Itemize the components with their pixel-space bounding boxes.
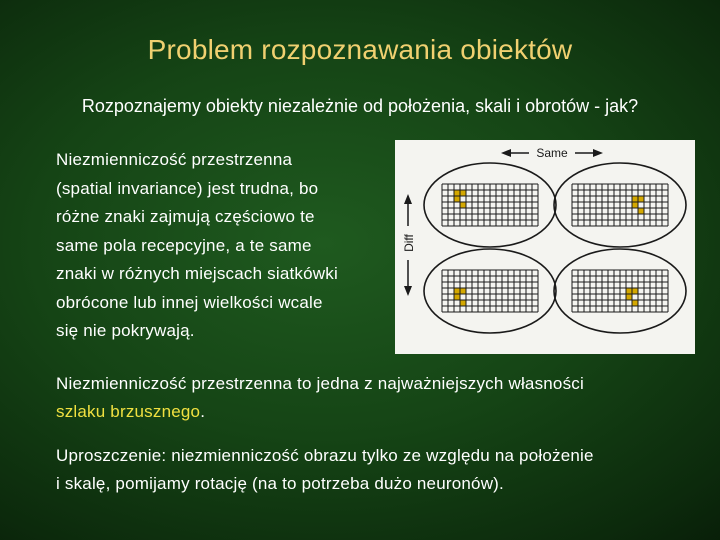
active-unit [460, 300, 466, 306]
receptive-field-figure [395, 140, 695, 354]
active-unit [454, 196, 460, 202]
paragraph-line: (spatial invariance) jest trudna, bo [56, 178, 319, 198]
paragraph-line: Uproszczenie: niezmienniczość obrazu tylko ze względu na położenie [56, 446, 594, 465]
receptive-field-diagram [395, 140, 695, 354]
paragraph-spatial-invariance [56, 146, 386, 346]
same-label: Same [536, 146, 568, 160]
active-unit [454, 294, 460, 300]
unit-grid [442, 184, 538, 226]
paragraph-line: i skalę, pomijamy rotację (na to potrzeba dużo neuronów). [56, 474, 504, 493]
paragraph-period: . [200, 402, 206, 421]
diff-label: Diff [402, 234, 416, 252]
active-unit [632, 202, 638, 208]
paragraph-line: same pola recepcyjne, a te same [56, 235, 312, 255]
active-unit [632, 300, 638, 306]
paragraph-ventral-stream [56, 370, 696, 426]
paragraph-line: obrócone lub innej wielkości wcale [56, 292, 323, 312]
active-unit [460, 202, 466, 208]
unit-grid [572, 184, 668, 226]
active-unit [632, 288, 638, 294]
active-unit [638, 196, 644, 202]
active-unit [632, 196, 638, 202]
paragraph-simplification [56, 442, 696, 498]
active-unit [460, 190, 466, 196]
paragraph-line: różne znaki zajmują częściowo te [56, 207, 315, 226]
highlight-ventral-stream: szlaku brzusznego [56, 402, 201, 421]
active-unit [460, 288, 466, 294]
slide-title: Problem rozpoznawania obiektów [147, 34, 573, 65]
slide-subtitle: Rozpoznajemy obiekty niezależnie od położenia, skali i obrotów - jak? [81, 96, 639, 116]
active-unit [454, 288, 460, 294]
paragraph-line: znaki w różnych miejscach siatkówki [56, 264, 338, 283]
unit-grid [572, 270, 668, 312]
paragraph-line: się nie pokrywają. [56, 321, 195, 340]
active-unit [626, 288, 632, 294]
active-unit [638, 208, 644, 214]
active-unit [454, 190, 460, 196]
paragraph-text: Niezmienniczość przestrzenna to jedna z najważniejszych własności [56, 374, 584, 393]
paragraph-line: Niezmienniczość przestrzenna [56, 150, 293, 169]
unit-grid [442, 270, 538, 312]
active-unit [626, 294, 632, 300]
